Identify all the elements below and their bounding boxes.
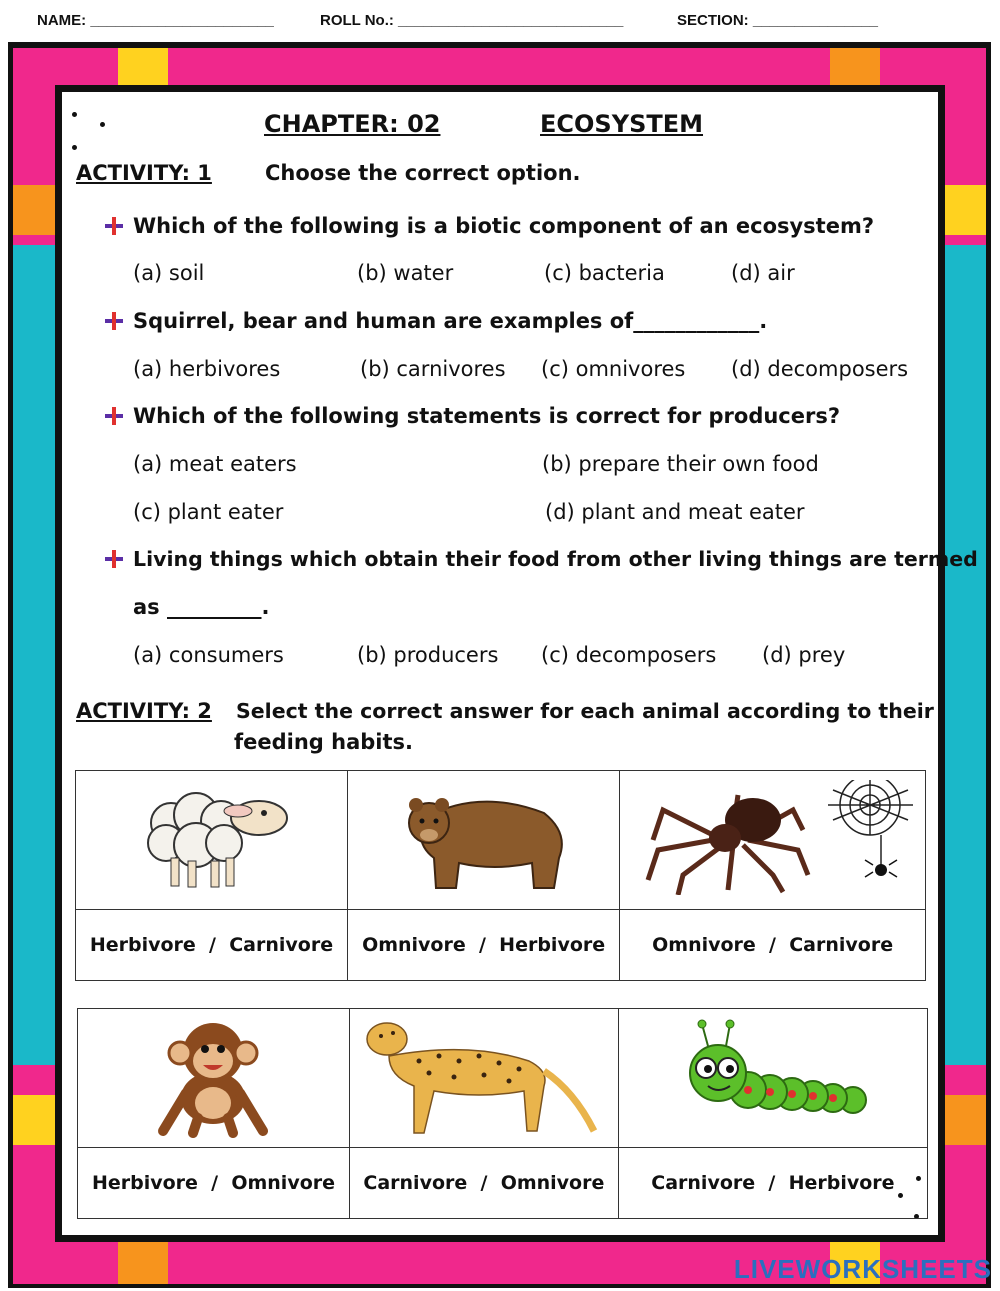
bear-icon	[384, 783, 584, 893]
spider-icon	[633, 780, 913, 895]
q3-option-b[interactable]: (b) prepare their own food	[542, 452, 819, 476]
q2-option-a[interactable]: (a) herbivores	[133, 357, 281, 381]
option-omnivore[interactable]: Omnivore	[652, 934, 756, 956]
cheetah-icon	[359, 1011, 609, 1141]
separator: /	[769, 934, 776, 956]
name-field: NAME: ______________________	[37, 12, 274, 29]
option-omnivore[interactable]: Omnivore	[231, 1172, 336, 1194]
q4-option-d[interactable]: (d) prey	[762, 643, 846, 667]
option-herbivore[interactable]: Herbivore	[91, 1172, 198, 1194]
animals-table-1	[75, 770, 926, 981]
spider-options	[620, 910, 926, 981]
bullet-icon	[104, 549, 124, 569]
liveworksheets-logo	[734, 1254, 992, 1285]
option-herbivore[interactable]: Herbivore	[788, 1172, 895, 1194]
option-herbivore[interactable]: Herbivore	[89, 934, 196, 956]
option-carnivore[interactable]: Carnivore	[651, 1172, 756, 1194]
decor-dot	[72, 145, 77, 150]
chapter-title: CHAPTER: 02	[264, 110, 441, 138]
q1-option-a[interactable]: (a) soil	[133, 261, 205, 285]
activity2-instruction: Select the correct answer for each animal according to their	[236, 699, 934, 723]
frame-seg-orange-right	[945, 1095, 986, 1145]
frame-seg-cyan-right	[945, 245, 986, 1065]
frame-seg-orange-bottom-left	[118, 1242, 168, 1284]
frame-seg-yellow-right	[945, 185, 986, 235]
frame-seg-orange-top-right	[830, 48, 880, 85]
bear-cell	[347, 771, 619, 910]
sheep-icon	[126, 783, 296, 893]
q4-option-a[interactable]: (a) consumers	[133, 643, 284, 667]
option-omnivore[interactable]: Omnivore	[500, 1172, 605, 1194]
animals-table-2	[77, 1008, 928, 1219]
monkey-icon	[138, 1013, 288, 1138]
section-field: SECTION: _______________	[677, 12, 878, 29]
activity2-label: ACTIVITY: 2	[76, 699, 212, 723]
question-4: Living things which obtain their food from other living things are termed	[133, 547, 978, 571]
frame-seg-orange-left	[13, 185, 55, 235]
separator: /	[211, 1172, 219, 1194]
q4-option-c[interactable]: (c) decomposers	[541, 643, 717, 667]
sheep-cell	[76, 771, 348, 910]
separator: /	[478, 934, 486, 956]
frame-seg-cyan-left	[13, 245, 55, 1065]
caterpillar-icon	[668, 1018, 878, 1133]
topic-title: ECOSYSTEM	[540, 110, 704, 138]
bullet-icon	[104, 311, 124, 331]
option-herbivore[interactable]: Herbivore	[499, 934, 606, 956]
option-carnivore[interactable]: Carnivore	[363, 1172, 468, 1194]
bear-options	[347, 910, 619, 981]
frame-seg-yellow-top-left	[118, 48, 168, 85]
cheetah-cell	[349, 1009, 618, 1148]
decor-dot	[100, 122, 105, 127]
q3-option-d[interactable]: (d) plant and meat eater	[545, 500, 805, 524]
roll-field: ROLL No.: ___________________________	[320, 12, 624, 29]
option-carnivore[interactable]: Carnivore	[789, 934, 894, 956]
monkey-cell	[78, 1009, 350, 1148]
q1-option-c[interactable]: (c) bacteria	[544, 261, 665, 285]
question-4-cont: as _________.	[133, 595, 270, 619]
spider-cell	[620, 771, 926, 910]
q2-option-d[interactable]: (d) decomposers	[731, 357, 909, 381]
bullet-icon	[104, 406, 124, 426]
cheetah-options	[349, 1148, 618, 1219]
activity1-instruction: Choose the correct option.	[265, 161, 581, 185]
separator: /	[480, 1172, 488, 1194]
question-1: Which of the following is a biotic component of an ecosystem?	[133, 214, 875, 238]
activity1-label: ACTIVITY: 1	[76, 161, 212, 185]
q2-option-b[interactable]: (b) carnivores	[360, 357, 506, 381]
caterpillar-options	[618, 1148, 927, 1219]
decor-dot	[72, 112, 77, 117]
frame-seg-yellow-left	[13, 1095, 55, 1145]
separator: /	[209, 934, 216, 956]
caterpillar-cell	[618, 1009, 927, 1148]
option-omnivore[interactable]: Omnivore	[362, 934, 466, 956]
q3-option-c[interactable]: (c) plant eater	[133, 500, 284, 524]
q3-option-a[interactable]: (a) meat eaters	[133, 452, 297, 476]
question-3: Which of the following statements is correct for producers?	[133, 404, 841, 428]
sheep-options	[76, 910, 348, 981]
separator: /	[768, 1172, 776, 1194]
q1-option-b[interactable]: (b) water	[357, 261, 454, 285]
activity2-instruction-cont: feeding habits.	[234, 730, 414, 754]
q4-option-b[interactable]: (b) producers	[357, 643, 499, 667]
q1-option-d[interactable]: (d) air	[731, 261, 795, 285]
liveworksheets-logo-text: LIVEWORKSHEETS	[733, 1254, 992, 1284]
question-2: Squirrel, bear and human are examples of____________.	[133, 309, 768, 333]
monkey-options	[78, 1148, 350, 1219]
bullet-icon	[104, 216, 124, 236]
option-carnivore[interactable]: Carnivore	[229, 934, 334, 956]
q2-option-c[interactable]: (c) omnivores	[541, 357, 686, 381]
